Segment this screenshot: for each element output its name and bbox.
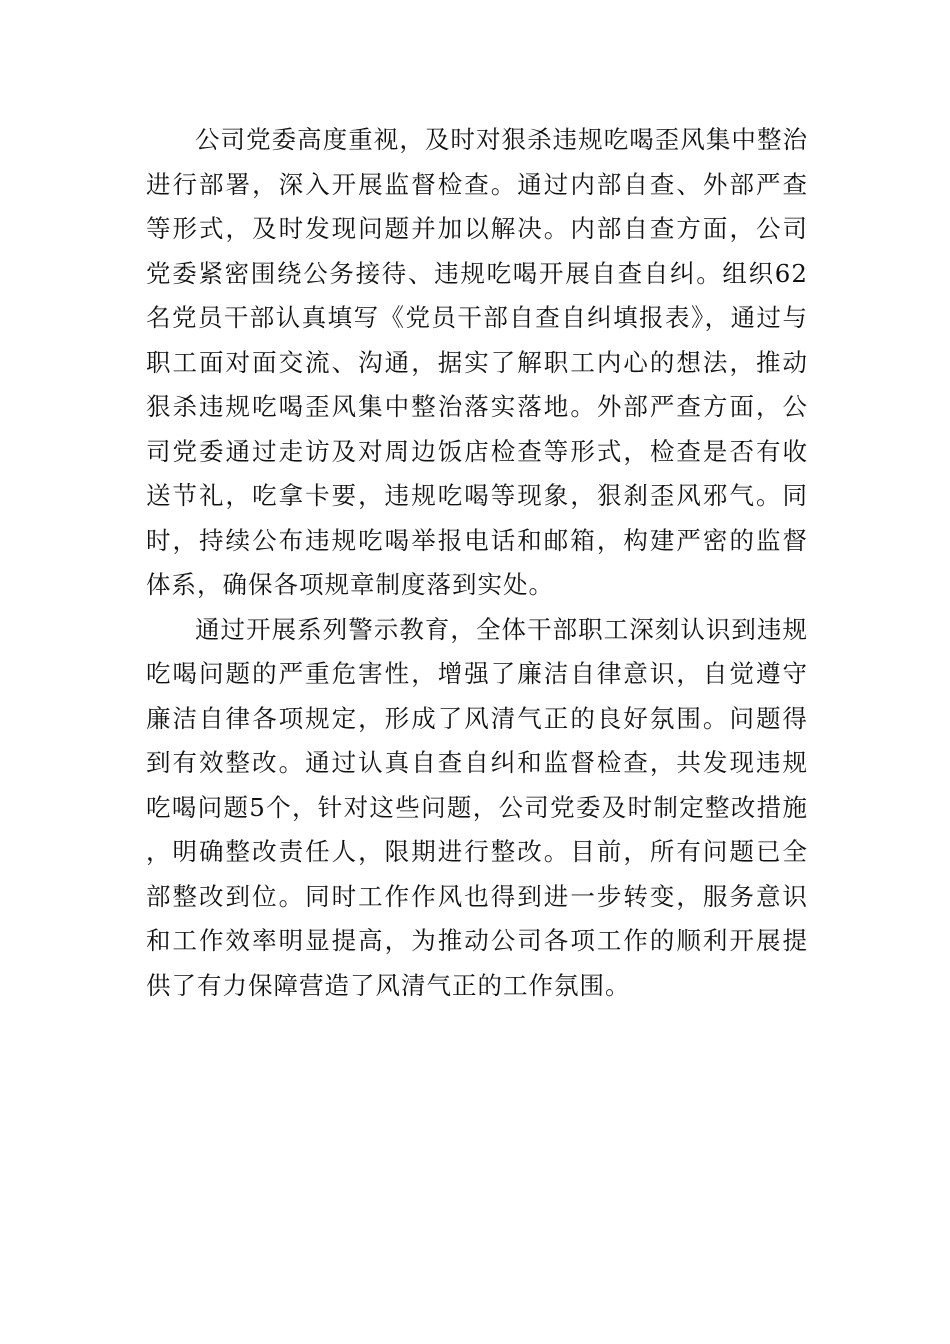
document-body [146,118,808,1008]
paragraph-self-inspection: 公司党委高度重视，及时对狠杀违规吃喝歪风集中整治进行部署，深入开展监督检查。通过内部自查、外部严查等形式，及时发现问题并加以解决。内部自查方面，公司党委紧密围绕公务接待、违规吃喝开展自查自纠。组织62名党员干部认真填写《党员干部自查自纠填报表》，通过与职工面对面交流、沟通，据实了解职工内心的想法，推动狠杀违规吃喝歪风集中整治落实落地。外部严查方面，公司党委通过走访及对周边饭店检查等形式，检查是否有收送节礼，吃拿卡要，违规吃喝等现象，狠刹歪风邪气。同时，持续公布违规吃喝举报电话和邮箱，构建严密的监督体系，确保各项规章制度落到实处。 [146,125,808,599]
paragraph-rectification-results: 通过开展系列警示教育，全体干部职工深刻认识到违规吃喝问题的严重危害性，增强了廉洁自律意识，自觉遵守廉洁自律各项规定，形成了风清气正的良好氛围。问题得到有效整改。通过认真自查自纠和监督检查，共发现违规吃喝问题5个，针对这些问题，公司党委及时制定整改措施，明确整改责任人，限期进行整改。目前，所有问题已全部整改到位。同时工作作风也得到进一步转变，服务意识和工作效率明显提高，为推动公司各项工作的顺利开展提供了有力保障营造了风清气正的工作氛围。 [146,614,808,1000]
